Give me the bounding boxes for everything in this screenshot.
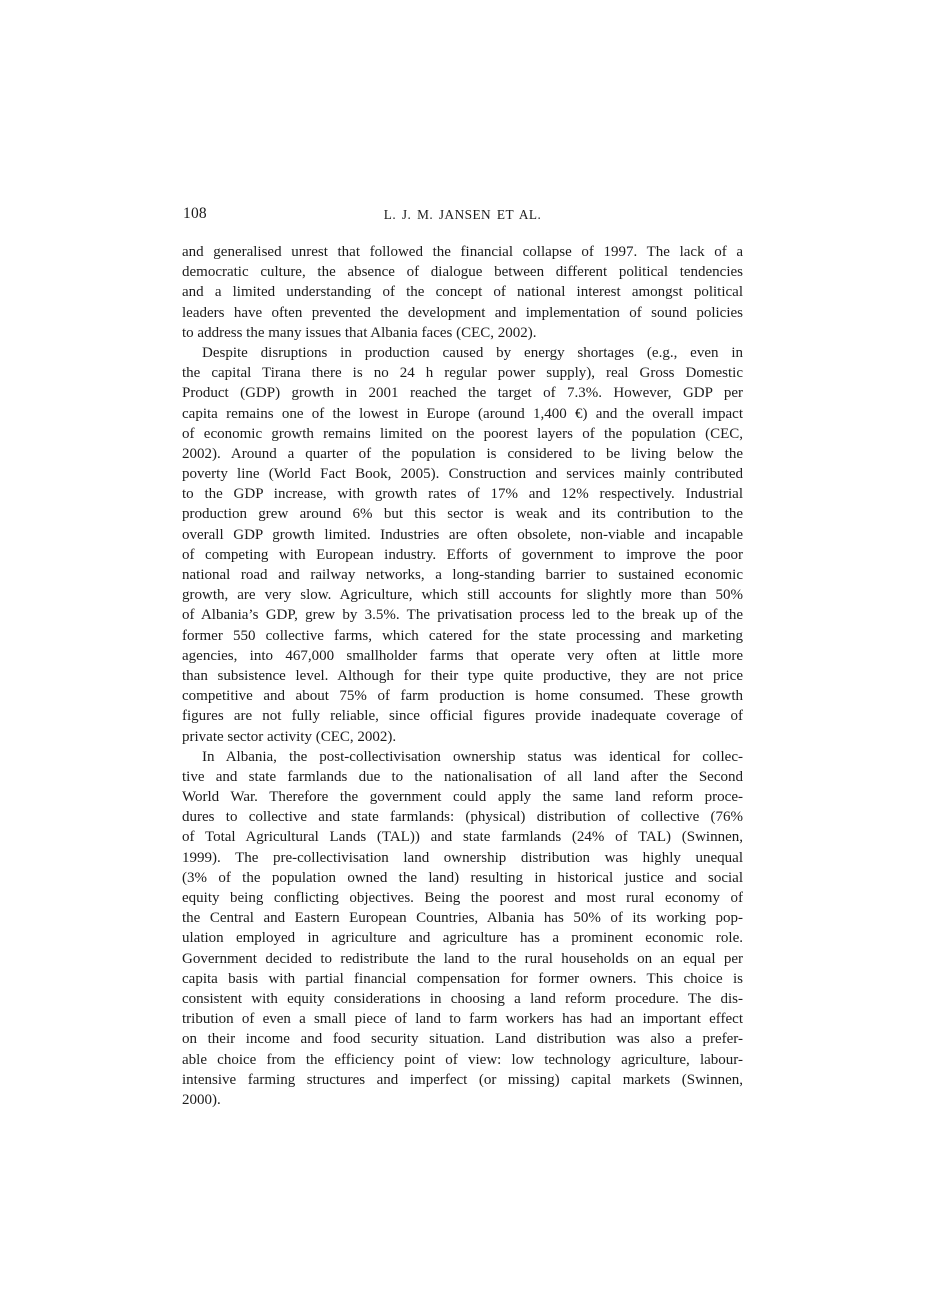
text-line: 2002). Around a quarter of the population is considered to be living below the bbox=[182, 445, 743, 462]
text-line: on their income and food security situation. Land distribution was also a prefer- bbox=[182, 1031, 743, 1048]
text-line: and a limited understanding of the concept of national interest amongst political bbox=[182, 284, 743, 301]
text-line: competitive and about 75% of farm production is home consumed. These growth bbox=[182, 688, 743, 705]
running-head: L. J. M. JANSEN ET AL. bbox=[383, 207, 542, 222]
body-text bbox=[182, 242, 743, 1110]
text-line: ulation employed in agriculture and agriculture has a prominent economic role. bbox=[182, 930, 743, 947]
text-line: figures are not fully reliable, since official figures provide inadequate coverage of bbox=[182, 708, 743, 725]
text-line: Government decided to redistribute the land to the rural households on an equal per bbox=[182, 950, 743, 967]
text-line: (3% of the population owned the land) resulting in historical justice and social bbox=[182, 869, 743, 886]
text-line: 1999). The pre-collectivisation land ownership distribution was highly unequal bbox=[182, 849, 743, 866]
text-line: tive and state farmlands due to the nationalisation of all land after the Second bbox=[182, 768, 743, 785]
text-line: of competing with European industry. Efforts of government to improve the poor bbox=[182, 546, 743, 563]
text-line: to the GDP increase, with growth rates of 17% and 12% respectively. Industrial bbox=[182, 486, 743, 503]
text-line: the capital Tirana there is no 24 h regular power supply), real Gross Domestic bbox=[182, 365, 743, 382]
page-header bbox=[182, 205, 743, 227]
text-line: democratic culture, the absence of dialogue between different political tendencies bbox=[182, 264, 743, 281]
text-line: In Albania, the post-collectivisation ownership status was identical for collec- bbox=[202, 748, 743, 765]
paragraph-1 bbox=[182, 242, 743, 343]
paragraph-2 bbox=[182, 343, 743, 747]
text-line: former 550 collective farms, which catered for the state processing and marketing bbox=[182, 627, 743, 644]
text-line: consistent with equity considerations in choosing a land reform procedure. The dis- bbox=[182, 990, 743, 1007]
text-line: dures to collective and state farmlands: (physical) distribution of collective (76% bbox=[182, 809, 743, 826]
text-line: of Albania’s GDP, grew by 3.5%. The privatisation process led to the break up of the bbox=[182, 607, 743, 624]
page-number: 108 bbox=[183, 205, 207, 222]
text-line: tribution of even a small piece of land to farm workers has had an important effect bbox=[182, 1011, 743, 1028]
text-line: private sector activity (CEC, 2002). bbox=[182, 728, 397, 745]
text-line: World War. Therefore the government could apply the same land reform proce- bbox=[182, 789, 743, 806]
text-line: equity being conflicting objectives. Being the poorest and most rural economy of bbox=[182, 890, 743, 906]
text-line: Despite disruptions in production caused by energy shortages (e.g., even in bbox=[202, 344, 743, 361]
text-line: and generalised unrest that followed the financial collapse of 1997. The lack of a bbox=[182, 244, 743, 260]
text-line: to address the many issues that Albania faces (CEC, 2002). bbox=[182, 324, 537, 341]
text-line: able choice from the efficiency point of view: low technology agriculture, labour- bbox=[182, 1051, 743, 1068]
text-line: national road and railway networks, a long-standing barrier to sustained economic bbox=[182, 567, 743, 583]
text-line: 2000). bbox=[182, 1091, 221, 1108]
text-line: growth, are very slow. Agriculture, which still accounts for slightly more than 50% bbox=[182, 587, 743, 604]
text-line: than subsistence level. Although for their type quite productive, they are not price bbox=[182, 667, 743, 684]
text-line: agencies, into 467,000 smallholder farms that operate very often at little more bbox=[182, 647, 743, 664]
text-line: overall GDP growth limited. Industries are often obsolete, non-viable and incapable bbox=[182, 526, 743, 543]
text-line: intensive farming structures and imperfect (or missing) capital markets (Swinnen, bbox=[182, 1071, 743, 1088]
text-line: capita remains one of the lowest in Europe (around 1,400 €) and the overall impact bbox=[182, 405, 743, 422]
text-line: the Central and Eastern European Countries, Albania has 50% of its working pop- bbox=[182, 910, 743, 927]
text-line: Product (GDP) growth in 2001 reached the target of 7.3%. However, GDP per bbox=[182, 385, 743, 402]
text-line: capita basis with partial financial compensation for former owners. This choice is bbox=[182, 970, 743, 987]
text-line: leaders have often prevented the development and implementation of sound policies bbox=[182, 304, 743, 321]
paragraph-3 bbox=[182, 747, 743, 1110]
text-line: poverty line (World Fact Book, 2005). Construction and services mainly contributed bbox=[182, 466, 743, 483]
text-line: of economic growth remains limited on the poorest layers of the population (CEC, bbox=[182, 425, 743, 442]
text-line: production grew around 6% but this sector is weak and its contribution to the bbox=[182, 506, 743, 523]
text-line: of Total Agricultural Lands (TAL)) and state farmlands (24% of TAL) (Swinnen, bbox=[182, 829, 743, 846]
